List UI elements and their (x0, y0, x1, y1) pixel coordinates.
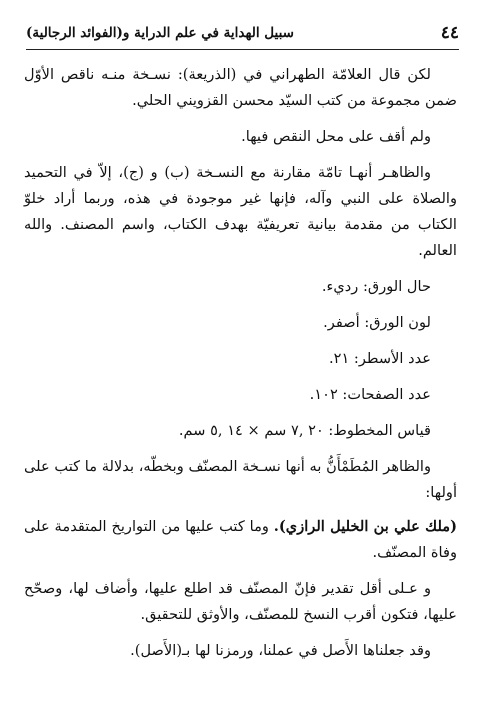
page-body (24, 62, 457, 674)
paper-state: حال الورق: رديء. (321, 278, 431, 295)
header-rule (26, 49, 459, 50)
paragraph-completeness: والظاهـر أنهـا تامّة مقارنة مع النسـخة (ب) و (ج)، إلاّ في التحميد والصلاة على النبي وآله، فإنها غير موجودة في هذه، وربما أراد خلوّ الكتاب من مقدمة بيانية تعريفيّة بهدف الكتاب، واسم المصنف. والله العالم. (24, 164, 457, 259)
paragraph-author-review: و عـلى أقل تقدير فإنّ المصنّف قد اطلع عليها، وأضاف لها، وصحّح عليها، فتكون أقرب النسخ للمصنّف، والأوثق للتحقيق. (24, 580, 457, 623)
paragraph-author-hand: والظاهر المُطَمْأَنُّ به أنها نسـخة المصنّف وبخطّه، بدلالة ما كتب على أولها: (24, 458, 457, 501)
ownership-dates: وما كتب عليها من التواريخ المتقدمة على وفاة المصنّف. (24, 518, 457, 561)
manuscript-dimensions: قياس المخطوط: ٢٠ ,٧ سم × ١٤ ,٥ سم. (178, 422, 431, 439)
paper-color: لون الورق: أصفر. (323, 314, 431, 331)
paragraph-missing-part: ولم أقف على محل النقص فيها. (241, 128, 431, 145)
paragraph-base-copy: وقد جعلناها الأَصل في عملنا، ورمزنا لها بـ(الأَصل). (130, 642, 431, 659)
ownership-note: (ملك علي بن الخليل الرازي). (273, 518, 457, 535)
lines-count: عدد الأسطر: ٢١. (328, 350, 431, 367)
paragraph-tehrani-citation: لكن قال العلامّة الطهراني في (الذريعة): نسـخة منـه ناقص الأوّل ضمن مجموعة من كتب السيّد محسن القزويني الحلي. (24, 66, 457, 109)
page-header (26, 22, 459, 44)
paragraph-ownership (24, 514, 457, 566)
page-number: ٤٤ (440, 23, 459, 43)
running-title: سبيل الهداية في علم الدراية و(الفوائد الرجالية) (26, 25, 294, 41)
pages-count: عدد الصفحات: ١٠٢. (309, 386, 431, 403)
